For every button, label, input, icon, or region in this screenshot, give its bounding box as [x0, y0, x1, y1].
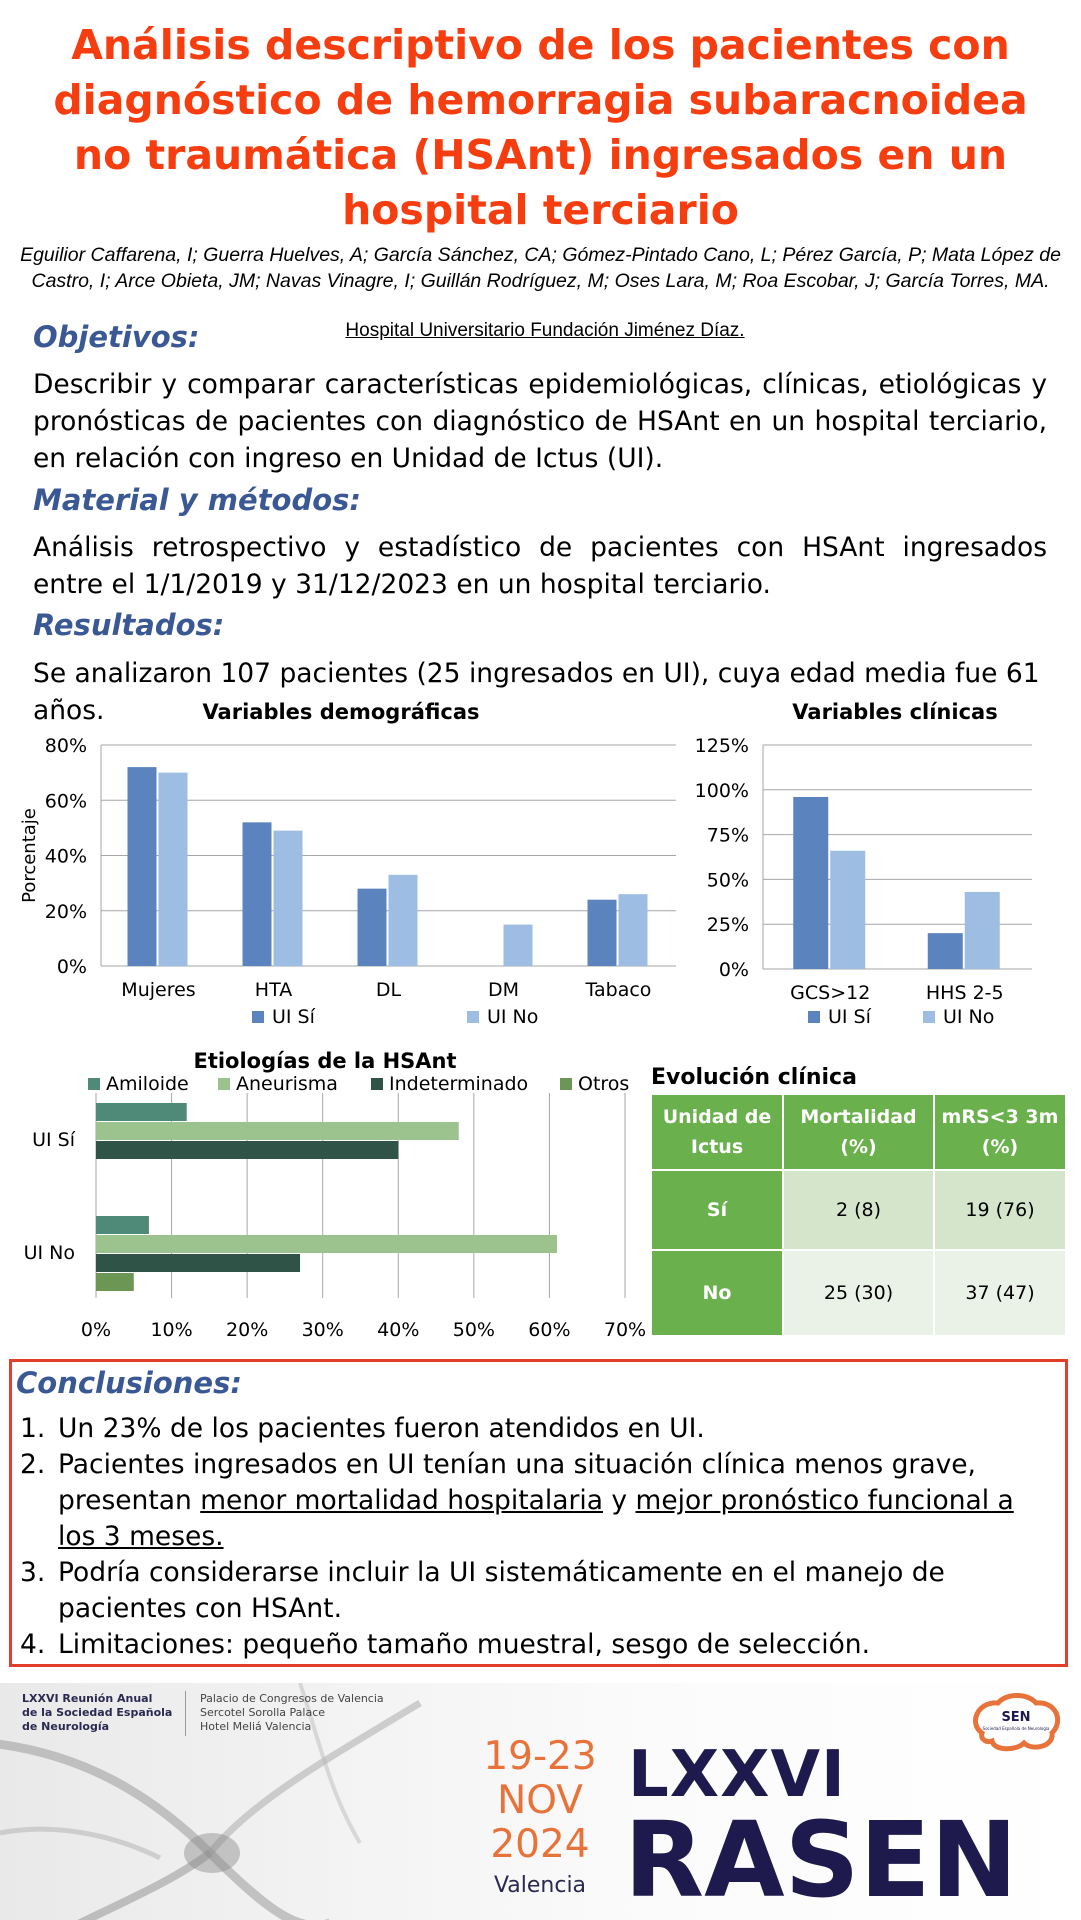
- event-city: Valencia: [493, 1873, 587, 1898]
- cell-mortalidad: 2 (8): [783, 1170, 934, 1250]
- x-tick-label: 0%: [80, 1319, 112, 1341]
- x-tick-label: HHS 2-5: [925, 982, 1004, 1004]
- metodos-text: Análisis retrospectivo y estadístico de pacientes con HSAnt ingresados entre el 1/1/2019 y 31/12/2023 en un hospital terciario.: [33, 532, 1047, 600]
- metodos-heading: Material y métodos:: [33, 483, 362, 517]
- bar-ui-no: [504, 925, 533, 966]
- item-text-joiner: y: [602, 1485, 636, 1516]
- venue-line: Palacio de Congresos de Valencia: [200, 1692, 384, 1705]
- x-tick-label: 60%: [528, 1319, 571, 1341]
- x-tick-label: 70%: [603, 1319, 647, 1341]
- objetivos-heading: Objetivos:: [33, 320, 200, 354]
- legend-swatch: [371, 1078, 383, 1090]
- item-text: Pacientes ingresados en UI tenían una situación clínica menos grave, presentan: [58, 1449, 976, 1516]
- event-name: RASEN: [624, 1799, 1018, 1920]
- bar-indeterminado: [96, 1254, 300, 1272]
- footer-banner: [0, 1683, 1081, 1920]
- bar-indeterminado: [96, 1141, 398, 1159]
- event-month: NOV: [497, 1778, 583, 1823]
- list-item: [16, 1627, 1056, 1663]
- chart-title: Etiologías de la HSAnt: [193, 1049, 457, 1073]
- y-tick-label: 100%: [694, 779, 749, 802]
- resultados-heading: Resultados:: [33, 608, 225, 642]
- legend-label: UI No: [487, 1006, 539, 1028]
- y-axis-label: Porcentaje: [19, 808, 40, 903]
- x-tick-label: DL: [375, 979, 402, 1001]
- bar-ui-sí: [588, 900, 617, 966]
- evolucion-header-mrs: mRS<3 3m (%): [934, 1094, 1066, 1170]
- bar-ui-no: [389, 875, 418, 966]
- item-text: Limitaciones: pequeño tamaño muestral, sesgo de selección.: [58, 1629, 871, 1660]
- x-tick-label: Tabaco: [585, 979, 652, 1001]
- bar-ui-no: [619, 894, 648, 966]
- legend-swatch: [560, 1078, 572, 1090]
- x-tick-label: HTA: [254, 979, 293, 1001]
- evolucion-title: Evolución clínica: [651, 1065, 857, 1090]
- item-text: Un 23% de los pacientes fueron atendidos en UI.: [58, 1413, 705, 1444]
- event-dates: [480, 1735, 600, 1867]
- y-tick-label: 0%: [718, 959, 749, 981]
- item-underline-pronostico: mejor pronóstico funcional a los 3 meses.: [58, 1485, 1014, 1552]
- chart-variables-clinicas: [680, 693, 1081, 1033]
- evolucion-header-mortalidad: Mortalidad (%): [783, 1094, 934, 1170]
- item-underline-mortalidad: menor mortalidad hospitalaria: [200, 1485, 603, 1516]
- y-tick-label: UI Sí: [32, 1129, 75, 1151]
- legend-label: Amiloide: [106, 1073, 189, 1095]
- y-tick-label: 20%: [44, 900, 87, 923]
- bar-ui-no: [830, 851, 865, 969]
- y-tick-label: 25%: [706, 914, 749, 937]
- x-tick-label: 20%: [226, 1319, 269, 1341]
- event-edition: LXXVI: [628, 1738, 846, 1812]
- legend-swatch: [808, 1011, 820, 1023]
- chart-title: Variables clínicas: [792, 700, 998, 724]
- bar-ui-sí: [128, 767, 157, 966]
- list-item: [16, 1411, 1056, 1447]
- bar-amiloide: [96, 1216, 149, 1234]
- conclusiones-heading: Conclusiones:: [16, 1366, 242, 1400]
- chart-title: Variables demográficas: [202, 700, 480, 724]
- cell-mortalidad: 25 (30): [783, 1250, 934, 1336]
- x-tick-label: 30%: [301, 1319, 344, 1341]
- evolucion-table: [650, 1093, 1067, 1337]
- meeting-name: [22, 1692, 172, 1734]
- sen-logo: [968, 1693, 1064, 1753]
- x-tick-label: 10%: [150, 1319, 193, 1341]
- x-tick-label: DM: [487, 979, 520, 1001]
- chart-etiologias: [0, 1040, 650, 1358]
- legend-label: Indeterminado: [389, 1073, 529, 1095]
- x-tick-label: Mujeres: [121, 979, 196, 1001]
- bar-ui-sí: [243, 822, 272, 966]
- event-days: 19-23: [483, 1734, 597, 1779]
- bar-ui-no: [965, 892, 1000, 969]
- venue-line: Sercotel Sorolla Palace: [200, 1706, 326, 1719]
- venue-line: Hotel Meliá Valencia: [200, 1720, 312, 1733]
- y-tick-label: 60%: [44, 790, 87, 813]
- bar-otros: [96, 1273, 134, 1291]
- hospital-affiliation: Hospital Universitario Fundación Jiménez Díaz.: [345, 320, 745, 341]
- meeting-line: de Neurología: [22, 1720, 110, 1733]
- cell-mrs: 19 (76): [934, 1170, 1066, 1250]
- legend-label: Otros: [578, 1073, 630, 1095]
- row-label: Sí: [651, 1170, 783, 1250]
- table-row: [651, 1170, 1066, 1250]
- table-row: [651, 1250, 1066, 1336]
- legend-label: UI No: [943, 1006, 995, 1028]
- bar-ui-sí: [793, 797, 828, 969]
- bar-aneurisma: [96, 1122, 459, 1140]
- meeting-line: LXXVI Reunión Anual: [22, 1692, 153, 1705]
- venues: [200, 1692, 384, 1734]
- y-tick-label: 40%: [44, 845, 87, 868]
- legend-swatch: [218, 1078, 230, 1090]
- meeting-line: de la Sociedad Española: [22, 1706, 173, 1719]
- item-text: Podría considerarse incluir la UI sistemáticamente en el manejo de pacientes con HSAnt.: [58, 1557, 945, 1624]
- legend-label: UI Sí: [828, 1006, 871, 1028]
- x-tick-label: 50%: [452, 1319, 495, 1341]
- bar-aneurisma: [96, 1235, 557, 1253]
- logo-subtext: Sociedad Española de Neurología: [982, 1726, 1050, 1731]
- legend-label: Aneurisma: [236, 1073, 338, 1095]
- evolucion-header-row: [651, 1094, 1066, 1170]
- list-item: [16, 1555, 1056, 1627]
- footer-divider: [185, 1691, 186, 1736]
- resultados-text: Se analizaron 107 pacientes (25 ingresados en UI), cuya edad media fue 61 años.: [33, 658, 1040, 726]
- conclusiones-box: [9, 1359, 1068, 1667]
- x-tick-label: 40%: [377, 1319, 420, 1341]
- list-item: [16, 1447, 1056, 1555]
- bar-ui-no: [159, 773, 188, 966]
- item-number: 1.: [20, 1413, 46, 1444]
- y-tick-label: UI No: [23, 1242, 75, 1264]
- legend-swatch: [252, 1011, 264, 1023]
- poster-title: Análisis descriptivo de los pacientes con diagnóstico de hemorragia subaracnoidea no traumática (HSAnt) ingresados en un hospital terciario: [53, 21, 1028, 234]
- event-year: 2024: [490, 1822, 590, 1867]
- authors: Eguilior Caffarena, I; Guerra Huelves, A; García Sánchez, CA; Gómez-Pintado Cano, L; Pérez García, P; Mata López de Castro, I; Arce Obieta, JM; Navas Vinagre, I; Guillán Rodríguez, M; Oses Lara, M; Roa Escobar, J; García Torres, MA.: [20, 244, 1061, 292]
- item-number: 3.: [20, 1557, 46, 1588]
- y-tick-label: 0%: [56, 956, 87, 978]
- y-tick-label: 50%: [706, 869, 749, 892]
- y-tick-label: 80%: [44, 735, 87, 757]
- bar-ui-sí: [358, 889, 387, 966]
- bar-amiloide: [96, 1103, 187, 1121]
- y-tick-label: 125%: [694, 735, 749, 757]
- legend-swatch: [88, 1078, 100, 1090]
- row-label: No: [651, 1250, 783, 1336]
- objetivos-text: Describir y comparar características epidemiológicas, clínicas, etiológicas y pronósticas de pacientes con diagnóstico de HSAnt en un hospital terciario, en relación con ingreso en Unidad de Ictus (UI).: [33, 369, 1047, 474]
- item-number: 2.: [20, 1449, 46, 1480]
- logo-text: SEN: [1001, 1710, 1031, 1725]
- conclusiones-list: [16, 1411, 1056, 1663]
- y-tick-label: 75%: [706, 824, 749, 847]
- item-number: 4.: [20, 1629, 46, 1660]
- x-tick-label: GCS>12: [790, 982, 871, 1004]
- bar-ui-no: [274, 831, 303, 966]
- bar-ui-sí: [928, 933, 963, 969]
- cell-mrs: 37 (47): [934, 1250, 1066, 1336]
- evolucion-header-unidad: Unidad de Ictus: [651, 1094, 783, 1170]
- chart-variables-demograficas: [0, 693, 700, 1033]
- legend-label: UI Sí: [272, 1006, 315, 1028]
- legend-swatch: [467, 1011, 479, 1023]
- legend-swatch: [923, 1011, 935, 1023]
